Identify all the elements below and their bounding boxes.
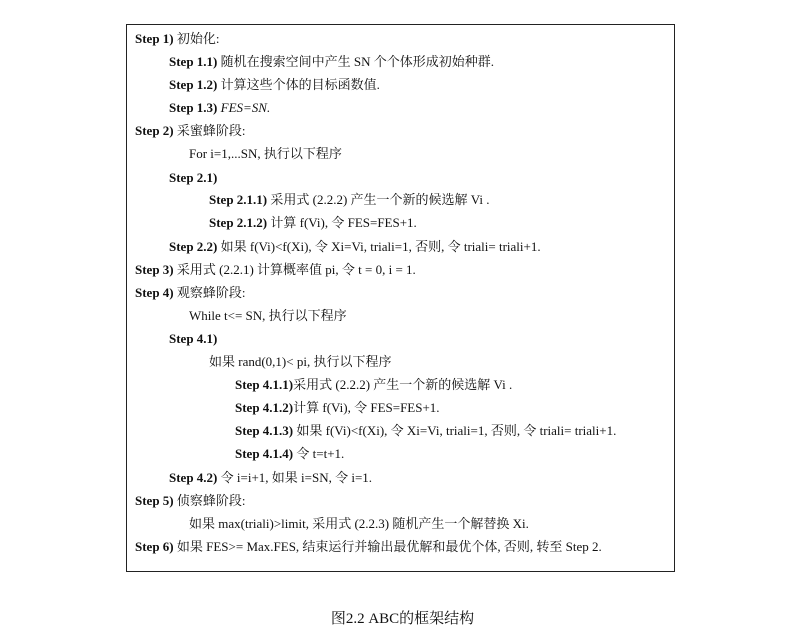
algo-line [209, 215, 417, 231]
algo-line [235, 400, 440, 416]
step-label: Step 2.2) [169, 239, 218, 254]
step-text: 采蜜蜂阶段: [173, 123, 246, 138]
step-label: Step 2) [135, 123, 174, 138]
algo-line [189, 516, 529, 532]
step-text: 观察蜂阶段: [173, 285, 246, 300]
algo-line [169, 77, 380, 93]
step-text: 采用式 (2.2.1) 计算概率值 pi, 令 t = 0, i = 1. [173, 262, 416, 277]
algo-line [169, 239, 541, 255]
step-label: Step 2.1.1) [209, 192, 268, 207]
step-text: While t<= SN, 执行以下程序 [189, 308, 347, 323]
step-text: 如果 f(Vi)<f(Xi), 令 Xi=Vi, triali=1, 否则, 令 triali= triali+1. [217, 239, 541, 254]
algo-line [235, 446, 344, 462]
step-text: 如果 rand(0,1)< pi, 执行以下程序 [209, 354, 392, 369]
step-label: Step 3) [135, 262, 174, 277]
step-text: 随机在搜索空间中产生 SN 个个体形成初始种群. [217, 54, 495, 69]
algo-line [169, 331, 217, 347]
step-label: Step 4.1) [169, 331, 218, 346]
algo-line [169, 470, 372, 486]
step-text: 初始化: [173, 31, 220, 46]
step-label: Step 4.1.4) [235, 446, 294, 461]
algo-line [135, 285, 246, 301]
step-text: 如果 max(triali)>limit, 采用式 (2.2.3) 随机产生一个解替换 Xi. [189, 516, 529, 531]
step-label: Step 2.1.2) [209, 215, 268, 230]
algo-line [135, 539, 602, 555]
algo-line [135, 31, 220, 47]
algo-line [135, 262, 416, 278]
step-label: Step 6) [135, 539, 174, 554]
step-text: 采用式 (2.2.2) 产生一个新的候选解 Vi . [293, 377, 513, 392]
step-label: Step 4.1.2) [235, 400, 294, 415]
step-text: For i=1,...SN, 执行以下程序 [189, 146, 342, 161]
step-label: Step 1.3) [169, 100, 218, 115]
step-text: 计算这些个体的目标函数值. [217, 77, 380, 92]
step-label: Step 2.1) [169, 170, 218, 185]
step-text: 令 t=t+1. [293, 446, 345, 461]
algo-line [189, 146, 342, 162]
step-text: 计算 f(Vi), 令 FES=FES+1. [293, 400, 440, 415]
step-label: Step 1.2) [169, 77, 218, 92]
algo-line [169, 54, 494, 70]
step-label: Step 4) [135, 285, 174, 300]
step-text: 采用式 (2.2.2) 产生一个新的候选解 Vi . [267, 192, 490, 207]
step-text: 如果 f(Vi)<f(Xi), 令 Xi=Vi, triali=1, 否则, 令 triali= triali+1. [293, 423, 617, 438]
algorithm-box [126, 24, 675, 572]
step-label: Step 4.1.3) [235, 423, 294, 438]
step-text: FES=SN. [217, 100, 271, 115]
algo-line [169, 100, 270, 116]
step-label: Step 1) [135, 31, 174, 46]
step-label: Step 4.2) [169, 470, 218, 485]
figure-caption: 图2.2 ABC的框架结构 [330, 611, 475, 627]
step-text: 如果 FES>= Max.FES, 结束运行并输出最优解和最优个体, 否则, 转至 Step 2. [173, 539, 602, 554]
algo-line [235, 377, 512, 393]
step-text: 计算 f(Vi), 令 FES=FES+1. [267, 215, 417, 230]
algo-line [209, 354, 391, 370]
algo-line [169, 170, 217, 186]
step-text: 侦察蜂阶段: [173, 493, 246, 508]
algo-line [135, 123, 246, 139]
algo-line [135, 493, 246, 509]
step-label: Step 5) [135, 493, 174, 508]
step-label: Step 1.1) [169, 54, 218, 69]
algo-line [235, 423, 616, 439]
algo-line [209, 192, 490, 208]
step-text: 令 i=i+1, 如果 i=SN, 令 i=1. [217, 470, 373, 485]
algo-line [189, 308, 347, 324]
step-label: Step 4.1.1) [235, 377, 294, 392]
